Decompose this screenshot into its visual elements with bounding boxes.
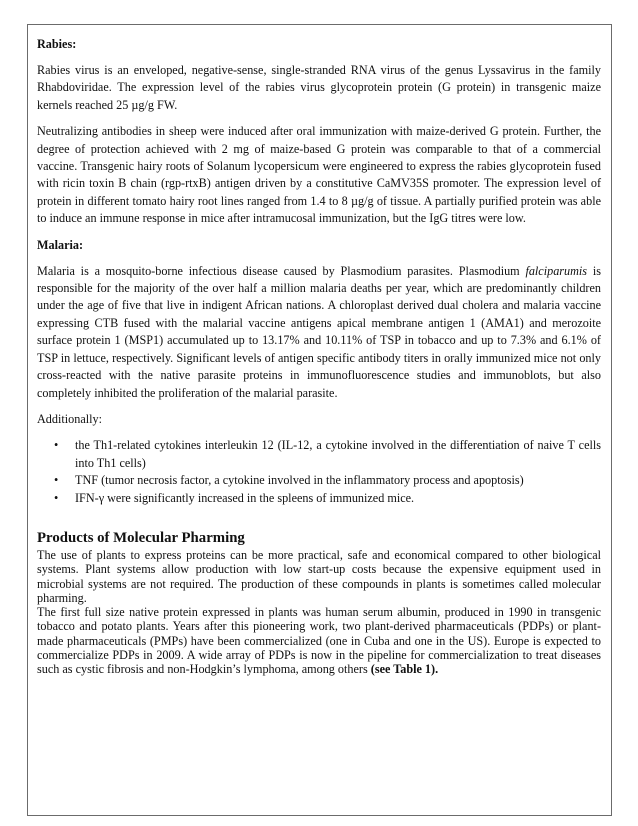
rabies-heading: Rabies: bbox=[37, 37, 77, 51]
list-item-text: TNF (tumor necrosis factor, a cytokine involved in the inflammatory process and apoptosis) bbox=[75, 473, 524, 488]
bullet-icon: • bbox=[54, 473, 59, 488]
document-body bbox=[37, 36, 601, 677]
rabies-paragraph-1: Rabies virus is an enveloped, negative-sense, single-stranded RNA virus of the genus Lyssavirus in the family Rhabdoviridae. The expression level of the rabies virus glycoprotein protein (G protein) in transgenic maize kernels reached 25 µg/g FW. bbox=[37, 63, 601, 112]
species-name: falciparumis bbox=[525, 263, 588, 278]
bullet-icon: • bbox=[54, 490, 59, 505]
malaria-paragraph bbox=[37, 263, 601, 402]
list-item-text: IFN-γ were significantly increased in the spleens of immunized mice. bbox=[75, 490, 415, 505]
pharming-paragraph-2-text: The first full size native protein expressed in plants was human serum albumin, produced in 1990 in transgenic tobacco and potato plants. Years after this pioneering work, two plant-derived pharmaceuticals (PDPs) or plant-made pharmaceuticals (PMPs) have been commercialized (one in Cuba and one in the US). Europe is expected to commercialize PDPs in 2009. A wide array of PDPs is now in the pipeline for commercialization to treat diseases such as cystic fibrosis and non-Hodgkin’s lymphoma, among others bbox=[37, 605, 601, 677]
cytokine-bullet-list bbox=[37, 437, 601, 507]
malaria-paragraph-rest: is responsible for the majority of the over half a million malaria deaths per year, which are predominantly children under the age of five that live in indigent African nations. A chloroplast derived dual cholera and malaria vaccine expressing CTB fused with the malarial vaccine antigens apical membrane antigen 1 (AMA1) and merozoite surface protein 1 (MSP1) accumulated up to 13.17% and 10.11% of TSP in tobacco and up to 7.3% and 6.1% of TSP in lettuce, respectively. Significant levels of antigen specific antibody titers in orally immunized mice not only cross-reacted with the native parasite proteins in immunofluorescence studies and immunoblots, but also completely inhibited the proliferation of the malarial parasite. bbox=[37, 263, 601, 400]
list-item-text: the Th1-related cytokines interleukin 12 (IL-12, a cytokine involved in the differentiation of naive T cells into Th1 cells) bbox=[75, 438, 601, 470]
rabies-paragraph-2: Neutralizing antibodies in sheep were induced after oral immunization with maize-derived G protein. Further, the degree of protection achieved with 2 mg of maize-based G protein was comparable to that of a commercial vaccine. Transgenic hairy roots of Solanum lycopersicum were engineered to express the rabies glycoprotein fused with ricin toxin B chain (rgp-rtxB) antigen driven by a constitutive CaMV35S promoter. The expression level of protein in different tomato hairy root lines ranged from 1.4 to 8 µg/g of tissue. A partially purified protein was able to induce an immune response in mice after intramucosal immunization, but the IgG titres were low. bbox=[37, 124, 601, 226]
list-item bbox=[37, 437, 601, 472]
pharming-paragraph-1: The use of plants to express proteins can be more practical, safe and economical compared to other biological systems. Plant systems allow production with low start-up costs because the expensive equipment used in microbial systems are not required. The production of these compounds in plants is sometimes called molecular pharming. bbox=[37, 547, 601, 605]
additionally-label: Additionally: bbox=[37, 411, 102, 426]
malaria-paragraph-start: Malaria is a mosquito-borne infectious disease caused by Plasmodium parasites. Plasmodium bbox=[37, 263, 526, 278]
malaria-heading: Malaria: bbox=[37, 237, 84, 252]
list-item bbox=[37, 490, 601, 507]
bullet-icon: • bbox=[54, 438, 59, 453]
section-title: Products of Molecular Pharming bbox=[37, 529, 245, 546]
pharming-paragraph-2 bbox=[37, 605, 601, 676]
table-reference: (see Table 1). bbox=[370, 662, 439, 677]
list-item bbox=[37, 472, 601, 489]
